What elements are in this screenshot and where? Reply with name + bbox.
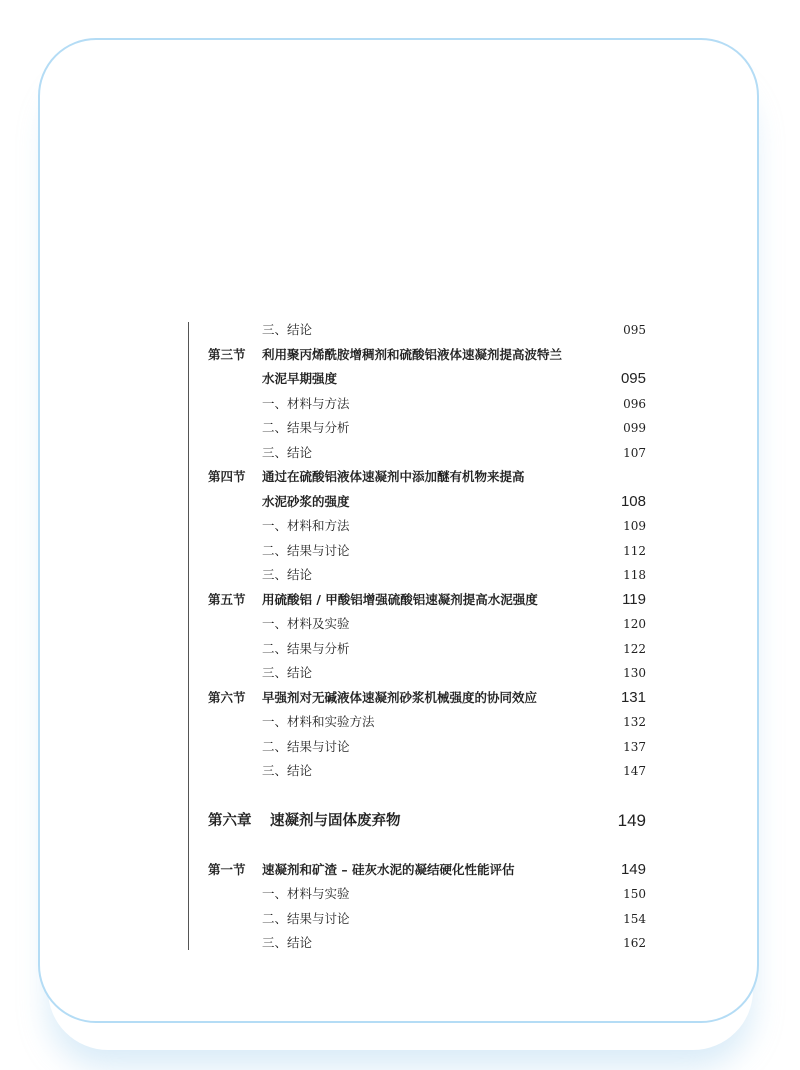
toc-section-entry [208,858,648,883]
toc-label: 第四节 [208,469,246,484]
margin-rule [188,322,189,950]
toc-label: 第三节 [208,346,246,362]
toc-subsection-entry [208,539,648,564]
toc-chapter-entry [208,796,648,846]
toc-title: 三、结论 [262,567,313,582]
toc-title: 一、材料和方法 [262,518,350,533]
toc-page-number: 095 [620,370,646,387]
toc-title: 三、结论 [262,935,313,950]
toc-page-number: 107 [623,445,646,460]
toc-page-number: 095 [623,323,646,337]
toc-section-entry [208,490,648,515]
toc-subsection-entry [208,563,648,588]
toc-page-number: 096 [623,396,646,411]
toc-title: 一、材料与实验 [262,886,350,901]
toc-page-number: 099 [623,421,646,435]
toc-title: 三、结论 [262,763,313,778]
toc-subsection-entry [208,612,648,637]
toc-page-number: 112 [623,543,646,558]
toc-section-entry [208,367,648,392]
toc-subsection-entry [208,514,648,539]
toc-page-number: 119 [622,590,646,608]
toc-section-entry [208,588,648,613]
toc-title: 三、结论 [262,322,313,337]
toc-page-number: 120 [623,617,646,631]
toc-section-entry [208,686,648,711]
toc-subsection-entry [208,318,648,343]
table-of-contents [208,318,648,956]
toc-subsection-entry [208,759,648,784]
toc-subsection-entry [208,735,648,760]
toc-subsection-entry [208,441,648,466]
toc-subsection-entry [208,416,648,441]
toc-page-number: 130 [623,666,646,680]
toc-page-number: 162 [623,936,646,950]
toc-label: 第五节 [208,591,246,607]
toc-title: 利用聚丙烯酰胺增稠剂和硫酸铝液体速凝剂提高波特兰 [262,346,563,362]
toc-title: 一、材料和实验方法 [262,714,375,729]
toc-page-number: 154 [623,911,646,926]
toc-title: 水泥早期强度 [262,371,338,386]
toc-title: 早强剂对无碱液体速凝剂砂浆机械强度的协同效应 [262,689,538,705]
toc-title: 二、结果与讨论 [262,542,350,558]
toc-page-number: 149 [620,860,646,878]
toc-title: 用硫酸铝 / 甲酸铝增强硫酸铝速凝剂提高水泥强度 [262,591,538,607]
toc-subsection-entry [208,907,648,932]
toc-title: 水泥砂浆的强度 [262,493,350,509]
toc-title: 速凝剂和矿渣 – 硅灰水泥的凝结硬化性能评估 [262,861,515,877]
toc-subsection-entry [208,931,648,956]
toc-subsection-entry [208,661,648,686]
toc-title: 速凝剂与固体废弃物 [270,812,401,829]
toc-page-number: 108 [620,492,646,510]
toc-page-number: 118 [623,568,646,582]
toc-subsection-entry [208,710,648,735]
toc-title: 二、结果与讨论 [262,738,350,754]
toc-section-entry [208,465,648,490]
toc-page-number: 132 [623,715,646,729]
toc-title: 三、结论 [262,665,313,680]
toc-title: 二、结果与分析 [262,420,350,435]
toc-title: 三、结论 [262,444,313,460]
toc-page-number: 131 [620,688,646,706]
toc-title: 二、结果与分析 [262,640,350,656]
toc-title: 二、结果与讨论 [262,910,350,926]
toc-section-entry [208,343,648,368]
toc-title: 一、材料及实验 [262,616,350,631]
toc-label: 第六节 [208,689,246,705]
toc-page-number: 122 [623,641,646,656]
toc-title: 通过在硫酸铝液体速凝剂中添加醚有机物来提高 [262,469,525,484]
toc-subsection-entry [208,637,648,662]
toc-subsection-entry [208,392,648,417]
toc-subsection-entry [208,882,648,907]
toc-title: 一、材料与方法 [262,395,350,411]
toc-page-number: 149 [617,810,646,830]
toc-label: 第六章 [208,812,252,829]
toc-label: 第一节 [208,861,246,877]
toc-page-number: 137 [623,739,646,754]
toc-page-number: 150 [623,887,646,901]
toc-page-number: 109 [623,519,646,533]
toc-page-number: 147 [623,764,646,778]
